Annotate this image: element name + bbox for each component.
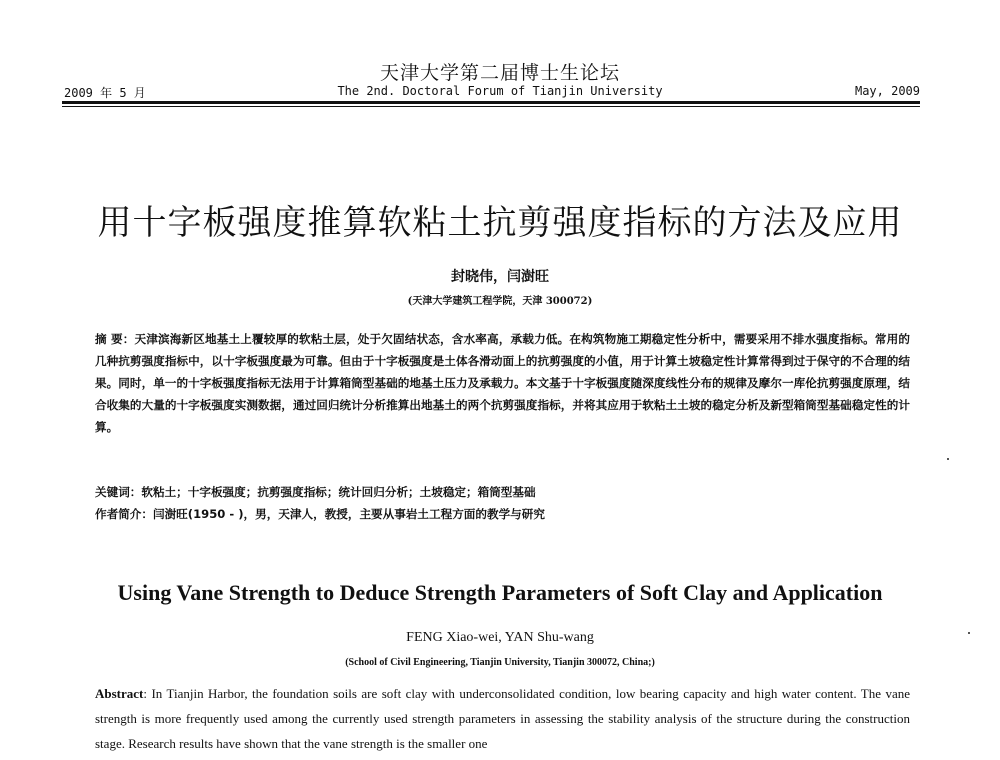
affiliation-cn: (天津大学建筑工程学院，天津 300072) — [407, 296, 593, 307]
paper-title-en: Using Vane Strength to Deduce Strength Parameters of Soft Clay and Application — [117, 580, 883, 605]
author-bio-cn — [95, 506, 910, 522]
header-rule-thick — [62, 101, 920, 104]
scan-speck — [968, 632, 970, 634]
paper-title-cn: 用十字板强度推算软粘土抗剪强度指标的方法及应用 — [97, 203, 903, 243]
header-rule-thin — [62, 106, 920, 107]
abstract-en — [95, 681, 910, 756]
keywords-cn-text: 软粘土；十字板强度；抗剪强度指标；统计回归分析；土坡稳定；箱筒型基础 — [141, 485, 536, 499]
affiliation-en: (School of Civil Engineering, Tianjin University, Tianjin 300072, China;) — [345, 657, 655, 668]
abstract-cn-label: 摘 要： — [95, 332, 135, 346]
journal-title: 天津大学第二届博士生论坛 — [379, 62, 620, 84]
journal-title-en: The 2nd. Doctoral Forum of Tianjin University — [337, 84, 663, 98]
scan-speck — [947, 458, 949, 460]
keywords-cn-label: 关键词： — [95, 485, 142, 499]
header-date-cn: 2009 年 5 月 — [64, 86, 146, 100]
author-bio-cn-text: 闫澍旺(1950 - )，男，天津人，教授，主要从事岩土工程方面的教学与研究 — [152, 507, 545, 521]
abstract-en-label: Abstract — [95, 686, 144, 701]
abstract-cn-text: 天津滨海新区地基土上覆较厚的软粘土层，处于欠固结状态，含水率高，承载力低。在构筑物施工期稳定性分析中，需要采用不排水强度指标。常用的几种抗剪强度指标中，以十字板强度最为可靠。但由于十字板强度是土体各滑动面上的抗剪强度的小值，用于计算土坡稳定性计算常得到过于保守的不合理的结果。同时，单一的十字板强度指标无法用于计算箱筒型基础的地基土压力及承载力。本文基于十字板强度随深度线性分布的规律及摩尔一库伦抗剪强度原理，结合收集的大量的十字板强度实测数据，通过回归统计分析推算出地基土的两个抗剪强度指标，并将其应用于软粘土土坡的稳定分析及新型箱筒型基础稳定性的计算。 — [95, 332, 910, 434]
abstract-cn — [95, 328, 910, 438]
author-bio-cn-label: 作者简介： — [95, 507, 153, 521]
keywords-cn — [95, 484, 910, 500]
abstract-en-text: : In Tianjin Harbor, the foundation soils are soft clay with underconsolidated condition, low bearing capacity and high water content. The vane strength is more frequently used among the currently used strength parameters in assessing the stability analysis of the structure during the construction stage. Research results have shown that the vane strength is the smaller one — [95, 686, 910, 751]
header-date-en: May, 2009 — [854, 84, 920, 98]
authors-cn: 封晓伟，闫澍旺 — [451, 269, 549, 285]
authors-en: FENG Xiao-wei, YAN Shu-wang — [406, 630, 594, 645]
